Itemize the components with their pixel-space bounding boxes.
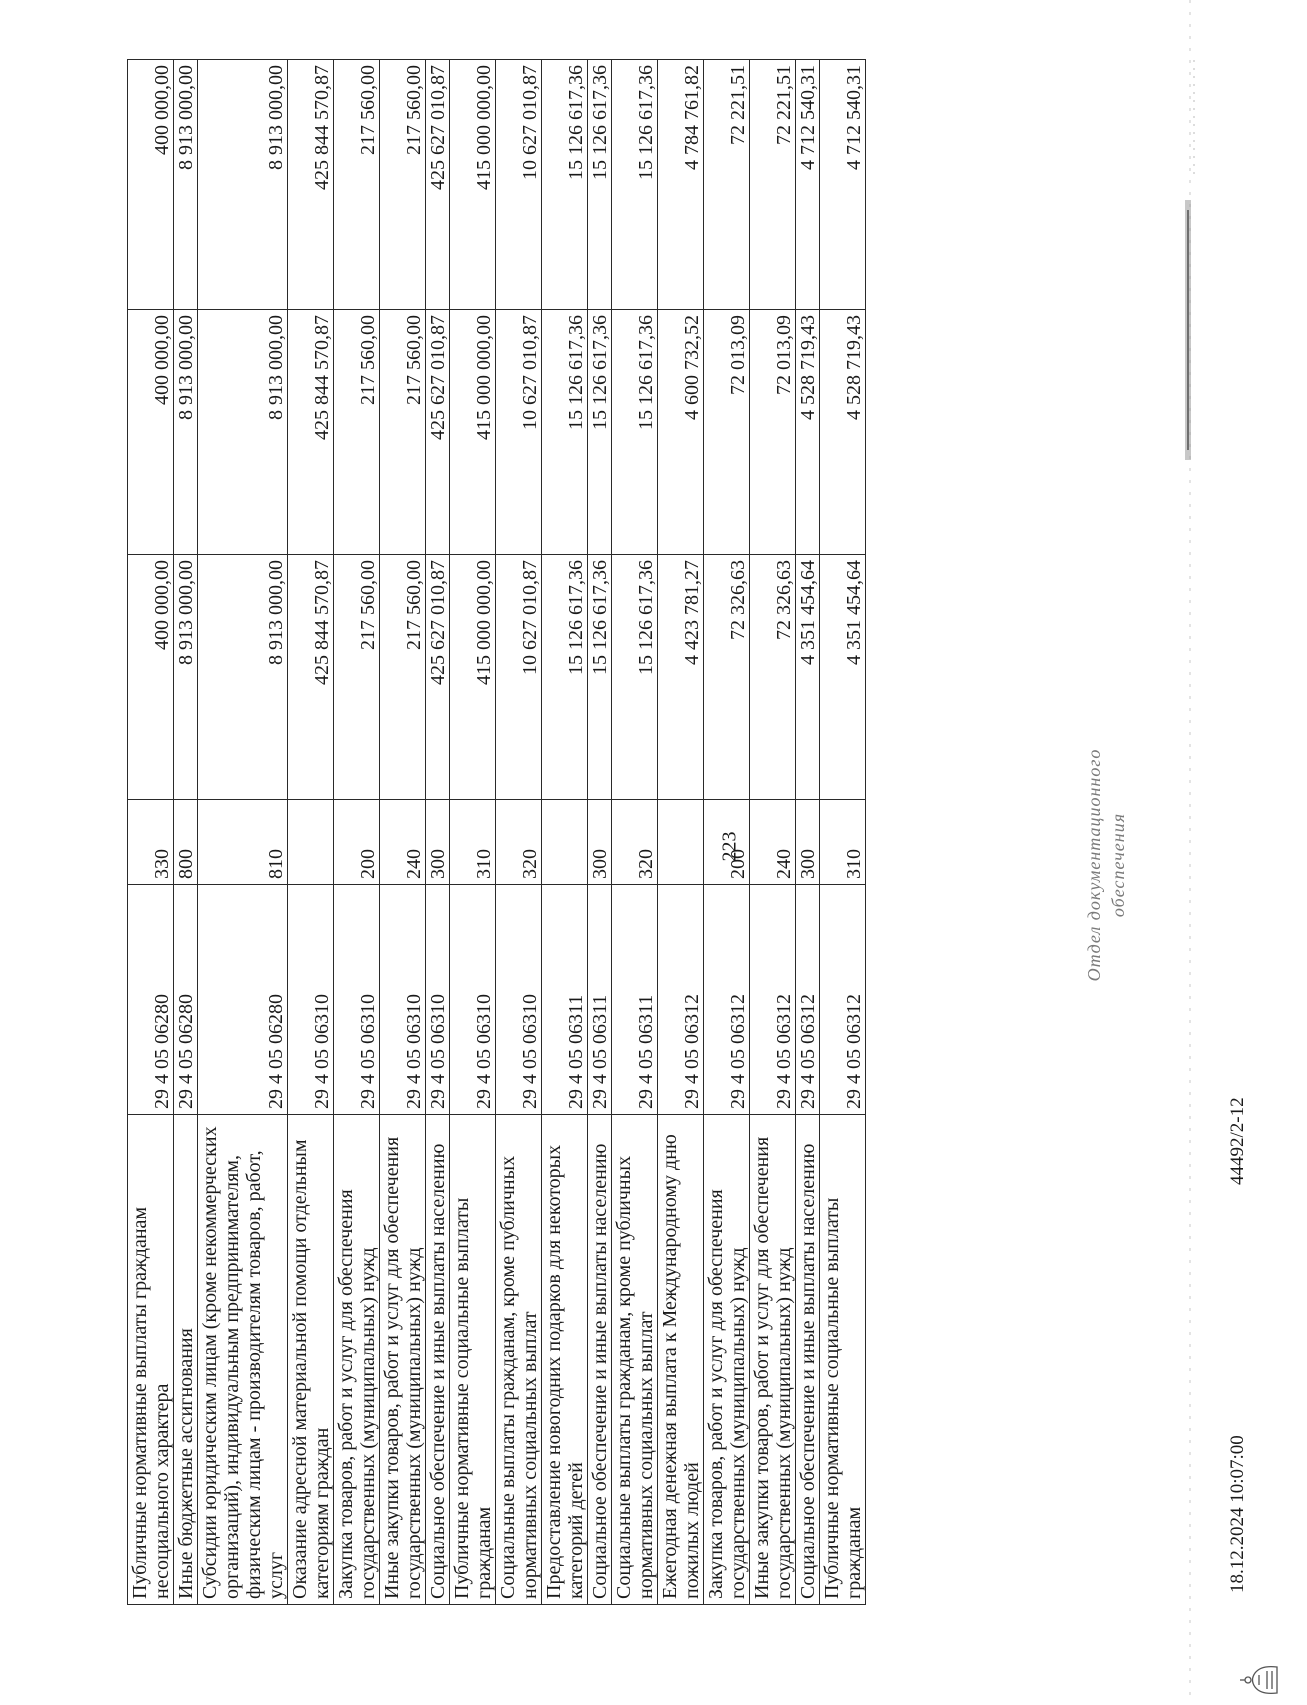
cell-expense-type xyxy=(658,800,704,885)
cell-code: 29 4 05 06280 xyxy=(174,885,198,1115)
cell-name: Иные закупки товаров, работ и услуг для обеспечения государственных (муниципальных) нужд xyxy=(750,1115,796,1605)
cell-amount-1: 400 000,00 xyxy=(128,555,174,800)
cell-code: 29 4 05 06310 xyxy=(288,885,334,1115)
cell-amount-1: 425 627 010,87 xyxy=(426,555,450,800)
cell-name: Публичные нормативные социальные выплаты гражданам xyxy=(820,1115,866,1605)
cell-amount-3: 415 000 000,00 xyxy=(450,60,496,310)
cell-name: Оказание адресной материальной помощи отдельным категориям граждан xyxy=(288,1115,334,1605)
cell-amount-1: 425 844 570,87 xyxy=(288,555,334,800)
stamp-line-2: обеспечения xyxy=(1108,812,1129,918)
cell-amount-3: 72 221,51 xyxy=(704,60,750,310)
cell-expense-type: 200 xyxy=(704,800,750,885)
stamp-line-1: Отдел документационного xyxy=(1084,748,1104,982)
cell-expense-type: 300 xyxy=(796,800,820,885)
cell-amount-3: 4 712 540,31 xyxy=(820,60,866,310)
scan-edge-artifact xyxy=(1150,0,1200,1695)
cell-amount-2: 415 000 000,00 xyxy=(450,310,496,555)
cell-amount-1: 72 326,63 xyxy=(750,555,796,800)
cell-amount-2: 72 013,09 xyxy=(750,310,796,555)
table-row xyxy=(380,60,426,1605)
budget-table-body xyxy=(128,60,866,1605)
cell-code: 29 4 05 06280 xyxy=(128,885,174,1115)
cell-expense-type: 320 xyxy=(612,800,658,885)
cell-expense-type: 800 xyxy=(174,800,198,885)
table-row xyxy=(750,60,796,1605)
cell-expense-type: 240 xyxy=(750,800,796,885)
cell-name: Иные закупки товаров, работ и услуг для обеспечения государственных (муниципальных) нужд xyxy=(380,1115,426,1605)
cell-amount-3: 10 627 010,87 xyxy=(496,60,542,310)
cell-amount-2: 15 126 617,36 xyxy=(612,310,658,555)
cell-amount-2: 425 844 570,87 xyxy=(288,310,334,555)
cell-amount-3: 425 844 570,87 xyxy=(288,60,334,310)
cell-amount-3: 4 712 540,31 xyxy=(796,60,820,310)
cell-expense-type: 310 xyxy=(820,800,866,885)
cell-expense-type: 810 xyxy=(198,800,288,885)
table-row xyxy=(496,60,542,1605)
cell-code: 29 4 05 06310 xyxy=(334,885,380,1115)
table-row xyxy=(450,60,496,1605)
department-stamp xyxy=(1082,725,1131,1005)
cell-amount-2: 15 126 617,36 xyxy=(542,310,588,555)
cell-code: 29 4 05 06280 xyxy=(198,885,288,1115)
cell-code: 29 4 05 06312 xyxy=(796,885,820,1115)
cell-name: Субсидии юридическим лицам (кроме некоммерческих организаций), индивидуальным предпринимателям, физическим лицам - производителям товаров, работ, услуг xyxy=(198,1115,288,1605)
cell-amount-3: 72 221,51 xyxy=(750,60,796,310)
footer-doc-number: 44492/2-12 xyxy=(1227,1097,1248,1185)
cell-amount-1: 10 627 010,87 xyxy=(496,555,542,800)
cell-expense-type: 300 xyxy=(426,800,450,885)
cell-amount-1: 15 126 617,36 xyxy=(542,555,588,800)
table-row xyxy=(588,60,612,1605)
table-row xyxy=(174,60,198,1605)
table-row xyxy=(796,60,820,1605)
cell-amount-1: 4 423 781,27 xyxy=(658,555,704,800)
cell-amount-2: 72 013,09 xyxy=(704,310,750,555)
cell-name: Закупка товаров, работ и услуг для обеспечения государственных (муниципальных) нужд xyxy=(704,1115,750,1605)
cell-name: Ежегодная денежная выплата к Международному дню пожилых людей xyxy=(658,1115,704,1605)
cell-amount-1: 217 560,00 xyxy=(380,555,426,800)
cell-code: 29 4 05 06311 xyxy=(588,885,612,1115)
table-row xyxy=(426,60,450,1605)
cell-name: Публичные нормативные выплаты гражданам несоциального характера xyxy=(128,1115,174,1605)
table-row xyxy=(334,60,380,1605)
cell-amount-1: 415 000 000,00 xyxy=(450,555,496,800)
cell-amount-2: 8 913 000,00 xyxy=(174,310,198,555)
cell-amount-3: 217 560,00 xyxy=(334,60,380,310)
cell-amount-1: 217 560,00 xyxy=(334,555,380,800)
cell-expense-type: 240 xyxy=(380,800,426,885)
cell-expense-type: 320 xyxy=(496,800,542,885)
cell-amount-2: 8 913 000,00 xyxy=(198,310,288,555)
table-row xyxy=(128,60,174,1605)
cell-amount-2: 217 560,00 xyxy=(334,310,380,555)
cell-amount-3: 217 560,00 xyxy=(380,60,426,310)
cell-name: Социальные выплаты гражданам, кроме публичных нормативных социальных выплат xyxy=(612,1115,658,1605)
footer-datetime: 18.12.2024 10:07:00 xyxy=(1227,1435,1248,1593)
cell-code: 29 4 05 06310 xyxy=(450,885,496,1115)
cell-amount-1: 15 126 617,36 xyxy=(588,555,612,800)
cell-amount-1: 8 913 000,00 xyxy=(174,555,198,800)
budget-table xyxy=(127,59,866,1605)
cell-name: Публичные нормативные социальные выплаты гражданам xyxy=(450,1115,496,1605)
cell-amount-1: 4 351 454,64 xyxy=(796,555,820,800)
cell-amount-1: 15 126 617,36 xyxy=(612,555,658,800)
cell-name: Социальное обеспечение и иные выплаты населению xyxy=(426,1115,450,1605)
cell-amount-2: 10 627 010,87 xyxy=(496,310,542,555)
table-row xyxy=(198,60,288,1605)
table-row xyxy=(288,60,334,1605)
page-number: 223 xyxy=(718,831,741,862)
cell-name: Социальное обеспечение и иные выплаты населению xyxy=(796,1115,820,1605)
table-row xyxy=(612,60,658,1605)
cell-amount-2: 4 600 732,52 xyxy=(658,310,704,555)
cell-amount-2: 4 528 719,43 xyxy=(820,310,866,555)
cell-amount-3: 400 000,00 xyxy=(128,60,174,310)
cell-expense-type xyxy=(288,800,334,885)
cell-amount-2: 400 000,00 xyxy=(128,310,174,555)
cell-name: Социальные выплаты гражданам, кроме публичных нормативных социальных выплат xyxy=(496,1115,542,1605)
cell-amount-2: 217 560,00 xyxy=(380,310,426,555)
cell-amount-2: 4 528 719,43 xyxy=(796,310,820,555)
cell-amount-3: 4 784 761,82 xyxy=(658,60,704,310)
table-row xyxy=(658,60,704,1605)
cell-code: 29 4 05 06312 xyxy=(750,885,796,1115)
cell-code: 29 4 05 06312 xyxy=(658,885,704,1115)
cell-code: 29 4 05 06312 xyxy=(820,885,866,1115)
table-row xyxy=(820,60,866,1605)
table-row xyxy=(542,60,588,1605)
cell-expense-type xyxy=(542,800,588,885)
cell-amount-3: 15 126 617,36 xyxy=(542,60,588,310)
cell-name: Социальное обеспечение и иные выплаты населению xyxy=(588,1115,612,1605)
coat-of-arms-icon xyxy=(1237,1655,1287,1705)
cell-name: Иные бюджетные ассигнования xyxy=(174,1115,198,1605)
cell-code: 29 4 05 06311 xyxy=(612,885,658,1115)
cell-code: 29 4 05 06310 xyxy=(380,885,426,1115)
cell-code: 29 4 05 06310 xyxy=(496,885,542,1115)
table-row xyxy=(704,60,750,1605)
cell-code: 29 4 05 06311 xyxy=(542,885,588,1115)
cell-name: Закупка товаров, работ и услуг для обеспечения государственных (муниципальных) нужд xyxy=(334,1115,380,1605)
cell-expense-type: 300 xyxy=(588,800,612,885)
cell-amount-3: 8 913 000,00 xyxy=(174,60,198,310)
rotated-page-content xyxy=(127,60,1307,1605)
cell-amount-2: 425 627 010,87 xyxy=(426,310,450,555)
cell-amount-1: 72 326,63 xyxy=(704,555,750,800)
cell-amount-3: 15 126 617,36 xyxy=(588,60,612,310)
cell-expense-type: 330 xyxy=(128,800,174,885)
cell-amount-2: 15 126 617,36 xyxy=(588,310,612,555)
cell-amount-1: 4 351 454,64 xyxy=(820,555,866,800)
cell-name: Предоставление новогодних подарков для некоторых категорий детей xyxy=(542,1115,588,1605)
cell-amount-3: 8 913 000,00 xyxy=(198,60,288,310)
cell-code: 29 4 05 06312 xyxy=(704,885,750,1115)
cell-expense-type: 200 xyxy=(334,800,380,885)
cell-code: 29 4 05 06310 xyxy=(426,885,450,1115)
cell-amount-3: 15 126 617,36 xyxy=(612,60,658,310)
cell-amount-3: 425 627 010,87 xyxy=(426,60,450,310)
cell-expense-type: 310 xyxy=(450,800,496,885)
cell-amount-1: 8 913 000,00 xyxy=(198,555,288,800)
